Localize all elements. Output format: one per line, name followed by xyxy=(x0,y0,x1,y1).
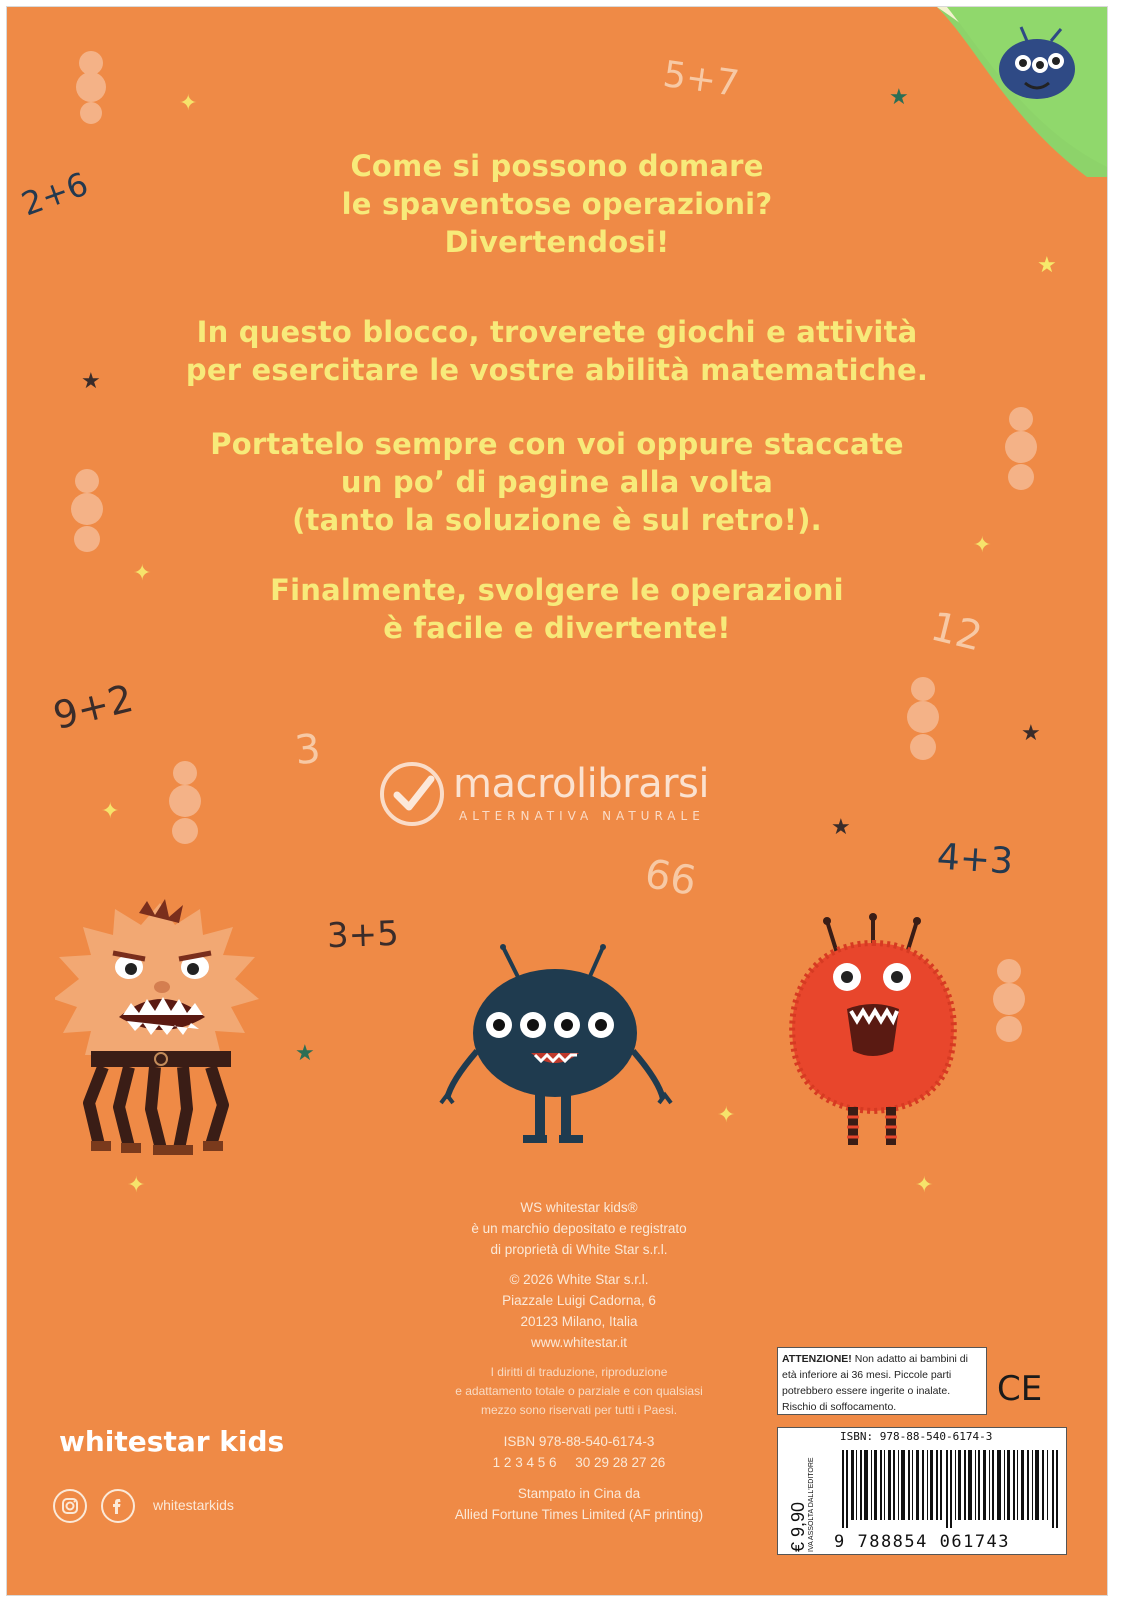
printing-info xyxy=(379,1483,779,1525)
book-back-cover xyxy=(6,6,1108,1596)
blurb-paragraph-1 xyxy=(7,147,1107,261)
publisher-address xyxy=(379,1269,779,1353)
rights-notice xyxy=(379,1363,779,1420)
credits-line: WS whitestar kids® xyxy=(520,1200,638,1215)
sparkle-icon: ✦ xyxy=(973,533,992,558)
watermark-name: macrolibrarsi xyxy=(453,761,709,807)
credits-line: www.whitestar.it xyxy=(530,1335,628,1350)
math-doodle: 2+6 xyxy=(16,164,93,224)
furry-red-monster-illustration xyxy=(783,913,963,1153)
facebook-icon[interactable] xyxy=(101,1489,135,1523)
price-block xyxy=(782,1457,815,1552)
spiky-monster-illustration xyxy=(55,895,265,1167)
credits-line: Stampato in Cina da xyxy=(517,1486,641,1501)
blurb-line: è facile e divertente! xyxy=(383,611,731,645)
barcode-digits: 9 788854 061743 xyxy=(834,1532,1011,1552)
credits-line: Allied Fortune Times Limited (AF printing) xyxy=(454,1507,704,1522)
safety-warning xyxy=(777,1347,987,1415)
price-note: IVA ASSOLTA DALL'EDITORE xyxy=(808,1457,815,1552)
math-doodle: 12 xyxy=(926,603,987,661)
star-icon: ★ xyxy=(889,85,909,110)
sparkle-icon: ✦ xyxy=(133,561,152,586)
blurb-paragraph-3 xyxy=(7,425,1107,539)
blurb-line: per esercitare le vostre abilità matematiche. xyxy=(185,353,929,387)
sparkle-icon: ✦ xyxy=(101,799,120,824)
whitestar-kids-logo: whitestar kids xyxy=(59,1425,285,1458)
blob-decoration-icon xyxy=(163,759,207,851)
isbn-info xyxy=(379,1431,779,1473)
credits-line: ISBN 978-88-540-6174-3 xyxy=(503,1434,655,1449)
warning-text: Non adatto ai bambini di età inferiore ai 36 mesi. Piccole parti potrebbero essere ingerite o inalate. Rischio di soffocamento. xyxy=(782,1353,968,1413)
blob-decoration-icon xyxy=(999,405,1043,497)
blurb-line: Come si possono domare xyxy=(350,149,764,183)
credits-line: © 2026 White Star s.r.l. xyxy=(509,1272,649,1287)
math-doodle: 3+5 xyxy=(326,913,400,957)
math-doodle: 3 xyxy=(292,725,323,775)
credits-line: e adattamento totale o parziale e con qualsiasi xyxy=(455,1384,703,1398)
sparkle-icon: ✦ xyxy=(717,1103,736,1128)
social-handle[interactable]: whitestarkids xyxy=(153,1497,234,1513)
blob-decoration-icon xyxy=(901,675,945,767)
barcode-bars xyxy=(842,1450,1058,1528)
watermark-tagline: ALTERNATIVA NATURALE xyxy=(459,809,705,823)
sparkle-icon: ✦ xyxy=(179,91,198,116)
price-label: € 9,90 xyxy=(788,1501,808,1552)
sparkle-icon: ✦ xyxy=(915,1173,934,1198)
credits-line: è un marchio depositato e registrato xyxy=(471,1221,687,1236)
blob-decoration-icon xyxy=(69,49,113,129)
instagram-icon[interactable] xyxy=(53,1489,87,1523)
star-icon: ★ xyxy=(831,815,851,840)
blurb-line: Divertendosi! xyxy=(444,225,670,259)
credits-line: I diritti di traduzione, riproduzione xyxy=(490,1365,668,1379)
blurb-line: Portatelo sempre con voi oppure staccate xyxy=(210,427,904,461)
blurb-line: Finalmente, svolgere le operazioni xyxy=(270,573,844,607)
blob-decoration-icon xyxy=(987,957,1031,1049)
credits-line: 20123 Milano, Italia xyxy=(520,1314,638,1329)
math-doodle: 4+3 xyxy=(935,836,1015,883)
trademark-notice xyxy=(379,1197,779,1260)
credits-line: mezzo sono riservati per tutti i Paesi. xyxy=(480,1403,678,1417)
blurb-line: In questo blocco, troverete giochi e attività xyxy=(196,315,918,349)
credits-line: di proprietà di White Star s.r.l. xyxy=(490,1242,668,1257)
star-icon: ★ xyxy=(1021,721,1041,746)
blurb-line: le spaventose operazioni? xyxy=(341,187,773,221)
warning-title: ATTENZIONE! xyxy=(782,1353,852,1365)
barcode-panel xyxy=(777,1427,1067,1555)
blurb-line: un po’ di pagine alla volta xyxy=(340,465,774,499)
isbn-label: ISBN: 978-88-540-6174-3 xyxy=(840,1430,993,1443)
watermark xyxy=(377,759,777,829)
blob-decoration-icon xyxy=(65,467,109,559)
credits-line: 1 2 3 4 5 6 30 29 28 27 26 xyxy=(492,1455,666,1470)
sparkle-icon: ✦ xyxy=(127,1173,146,1198)
math-doodle: 5+7 xyxy=(660,53,742,106)
four-eyed-monster-illustration xyxy=(437,941,677,1151)
blurb-line: (tanto la soluzione è sul retro!). xyxy=(292,503,822,537)
sparkle-icon: ★ xyxy=(1037,253,1057,278)
star-icon: ★ xyxy=(295,1041,315,1066)
star-icon: ★ xyxy=(81,369,101,394)
credits-line: Piazzale Luigi Cadorna, 6 xyxy=(502,1293,656,1308)
math-doodle: 9+2 xyxy=(48,675,138,739)
watermark-logo-icon xyxy=(377,759,447,829)
ce-mark: CE xyxy=(997,1369,1043,1409)
math-doodle: 66 xyxy=(641,850,700,906)
blurb-paragraph-2 xyxy=(7,313,1107,389)
